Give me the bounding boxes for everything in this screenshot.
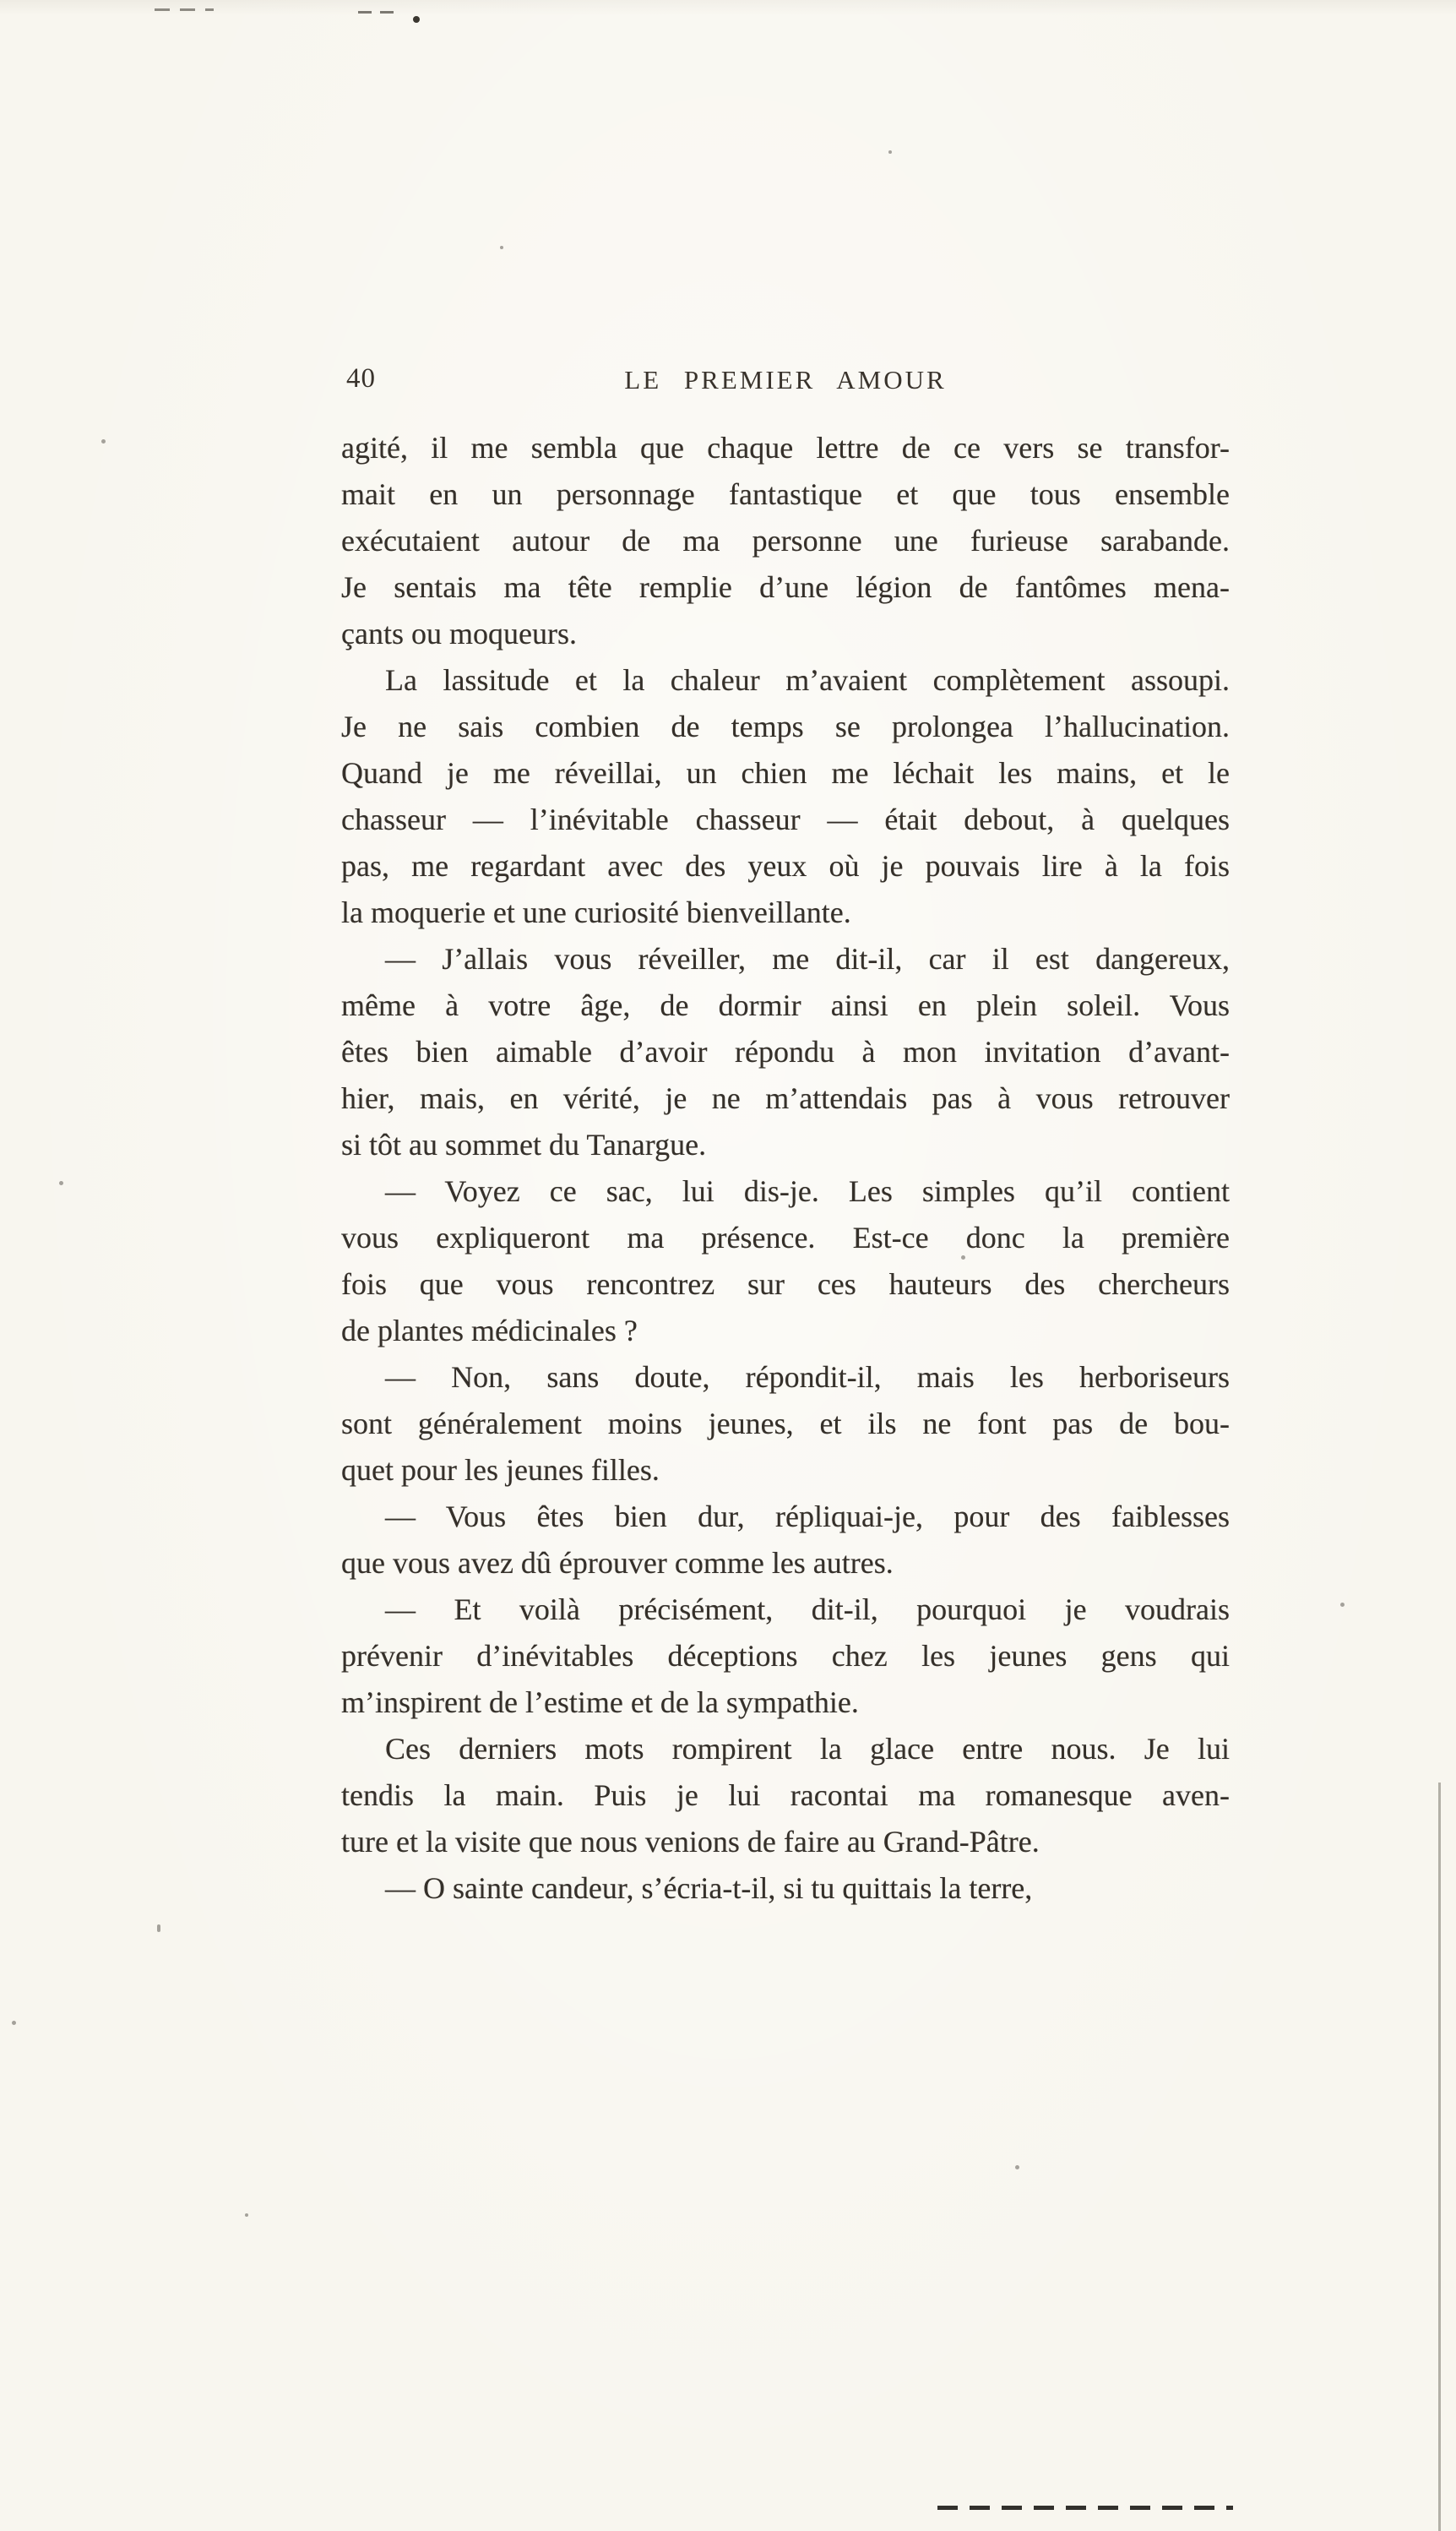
text-line: Je ne sais combien de temps se prolongea l’hallucination. [341,710,1230,743]
text-line: vous expliqueront ma présence. Est-ce donc la première [341,1221,1230,1255]
scan-speck [157,1924,160,1932]
text-line: — Vous êtes bien dur, répliquai-je, pour des faiblesses [385,1500,1230,1533]
scan-speck [961,1255,965,1260]
scan-speck [12,2021,16,2025]
text-line: Quand je me réveillai, un chien me léchait les mains, et le [341,756,1230,790]
scan-speck [500,246,503,249]
text-line: que vous avez dû éprouver comme les autres. [341,1546,894,1580]
scan-speck [245,2213,248,2217]
text-line: mait en un personnage fantastique et que tous ensemble [341,477,1230,511]
scan-speck [413,16,420,23]
text-line: êtes bien aimable d’avoir répondu à mon invitation d’avant- [341,1035,1230,1069]
paragraph [341,1494,1230,1587]
page-header [341,362,1230,399]
text-line: pas, me regardant avec des yeux où je pouvais lire à la fois [341,849,1230,883]
text-block [341,425,1230,1912]
text-line: tendis la main. Puis je lui racontai ma romanesque aven- [341,1778,1230,1812]
text-line: prévenir d’inévitables déceptions chez les jeunes gens qui [341,1639,1230,1673]
text-line: La lassitude et la chaleur m’avaient complètement assoupi. [385,663,1230,697]
paragraph [341,657,1230,936]
scan-speck [888,150,892,154]
scan-speck [1015,2165,1019,2169]
running-title: LE PREMIER AMOUR [624,365,947,395]
paragraph [341,936,1230,1168]
text-line: — Voyez ce sac, lui dis-je. Les simples qu’il contient [385,1174,1230,1208]
scan-speck [59,1181,63,1185]
text-line: chasseur — l’inévitable chasseur — était debout, à quelques [341,803,1230,836]
text-line: quet pour les jeunes filles. [341,1453,660,1487]
text-line: hier, mais, en vérité, je ne m’attendais pas à vous retrouver [341,1081,1230,1115]
text-line: Je sentais ma tête remplie d’une légion de fantômes mena- [341,570,1230,604]
scan-artifact-dashed-line [937,2506,1233,2510]
text-line: — Non, sans doute, répondit-il, mais les herboriseurs [385,1360,1230,1394]
text-line: — J’allais vous réveiller, me dit-il, car il est dangereux, [385,942,1230,976]
scan-artifact-dashes [358,11,394,14]
text-line: la moquerie et une curiosité bienveillante. [341,895,851,929]
text-line: m’inspirent de l’estime et de la sympathie. [341,1685,859,1719]
scan-artifact-edge-line [1438,1783,1441,2531]
text-line: exécutaient autour de ma personne une furieuse sarabande. [341,524,1230,558]
text-line: si tôt au sommet du Tanargue. [341,1128,707,1162]
scan-speck [1340,1603,1345,1607]
scan-speck [101,439,106,444]
text-line: çants ou moqueurs. [341,617,577,650]
text-line: fois que vous rencontrez sur ces hauteurs des chercheurs [341,1267,1230,1301]
paragraph [341,1587,1230,1726]
scan-artifact-dashes [155,8,214,11]
text-line: de plantes médicinales ? [341,1314,638,1347]
text-line: agité, il me sembla que chaque lettre de ce vers se transfor- [341,431,1230,465]
text-line: ture et la visite que nous venions de faire au Grand-Pâtre. [341,1825,1040,1859]
text-line: même à votre âge, de dormir ainsi en plein soleil. Vous [341,988,1230,1022]
paragraph [341,1168,1230,1354]
paragraph [341,1354,1230,1494]
paragraph [341,425,1230,657]
paragraph [341,1865,1230,1912]
text-line: sont généralement moins jeunes, et ils ne font pas de bou- [341,1407,1230,1440]
text-line: — O sainte candeur, s’écria-t-il, si tu quittais la terre, [385,1871,1033,1905]
paragraph [341,1726,1230,1865]
text-line: Ces derniers mots rompirent la glace entre nous. Je lui [385,1732,1230,1766]
page-number: 40 [346,363,376,394]
text-line: — Et voilà précisément, dit-il, pourquoi je voudrais [385,1592,1230,1626]
